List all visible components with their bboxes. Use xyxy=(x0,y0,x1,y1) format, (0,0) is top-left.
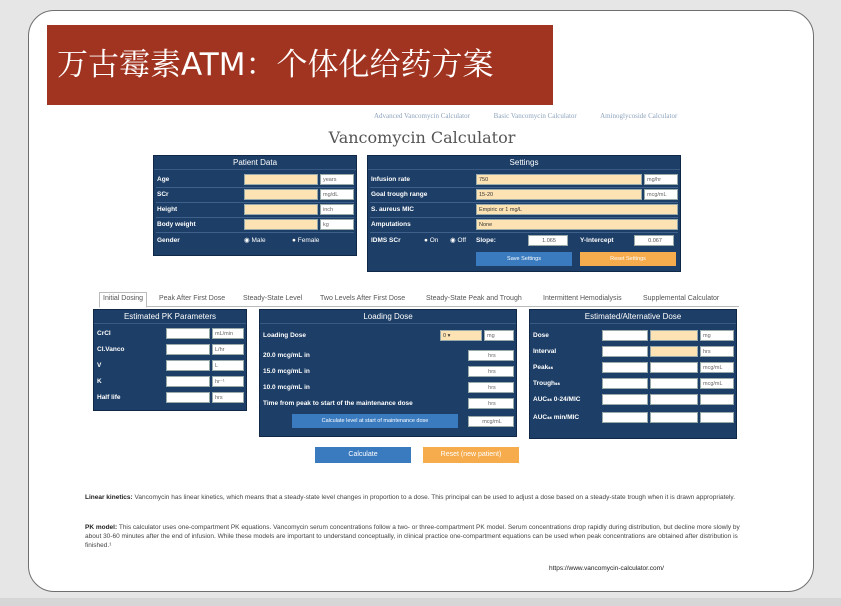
source-url: https://www.vancomycin-calculator.com/ xyxy=(549,565,664,572)
alt-peak-alt-value xyxy=(650,362,698,373)
pk-row-unit: hrs xyxy=(212,392,244,403)
goal-trough-unit: mcg/mL xyxy=(644,189,678,200)
alt-interval-unit: hrs xyxy=(700,346,734,357)
tab-bar xyxy=(99,291,739,307)
weight-label: Body weight xyxy=(157,221,196,228)
tab-two-levels[interactable]: Two Levels After First Dose xyxy=(320,295,406,302)
alt-interval-input[interactable] xyxy=(650,346,698,357)
height-unit-select[interactable]: inch xyxy=(320,204,354,215)
alt-dose-label: Dose xyxy=(533,332,549,339)
male-label: Male xyxy=(251,237,266,244)
alt-dose-input[interactable] xyxy=(650,330,698,341)
alt-trough-unit: mcg/mL xyxy=(700,378,734,389)
calculate-button[interactable]: Calculate xyxy=(315,447,411,463)
pk-row-unit: L/hr xyxy=(212,344,244,355)
gender-label: Gender xyxy=(157,237,180,244)
gender-female-radio[interactable]: ● Female xyxy=(292,237,320,244)
slope-input[interactable]: 1.065 xyxy=(528,235,568,246)
calculate-level-button[interactable]: Calculate level at start of maintenance dose xyxy=(292,414,458,428)
amputations-select[interactable]: None xyxy=(476,219,678,230)
reset-settings-button[interactable]: Reset Settings xyxy=(580,252,676,266)
nav-basic-calculator[interactable]: Basic Vancomycin Calculator xyxy=(493,112,577,120)
level-10-hrs: hrs xyxy=(468,382,514,393)
linear-kinetics-paragraph xyxy=(85,493,751,502)
tab-intermittent-hemodialysis[interactable]: Intermittent Hemodialysis xyxy=(543,295,622,302)
settings-title: Settings xyxy=(368,156,680,170)
loading-dose-panel xyxy=(259,309,517,437)
goal-trough-select[interactable]: 15-20 xyxy=(476,189,642,200)
pk-row-unit: hr⁻¹ xyxy=(212,376,244,387)
infusion-rate-unit: mg/hr xyxy=(644,174,678,185)
top-nav xyxy=(374,112,699,120)
level-20-hrs: hrs xyxy=(468,350,514,361)
calculate-level-unit: mcg/mL xyxy=(468,416,514,427)
alt-auc-mic-alt-value xyxy=(650,394,698,405)
alt-dose-value xyxy=(602,330,648,341)
alternative-dose-title: Estimated/Alternative Dose xyxy=(530,310,736,324)
alt-auc-min-label: AUCₛₛ min/MIC xyxy=(533,414,580,421)
alt-auc-min-alt-value xyxy=(650,412,698,423)
level-15-hrs: hrs xyxy=(468,366,514,377)
reset-new-patient-button[interactable]: Reset (new patient) xyxy=(423,447,519,463)
mic-label: S. aureus MIC xyxy=(371,206,414,213)
height-label: Height xyxy=(157,206,178,213)
y-intercept-label: Y-Intercept xyxy=(580,237,614,244)
loading-dose-select[interactable]: 0 ▾ xyxy=(440,330,482,341)
pk-parameters-panel xyxy=(93,309,247,411)
pk-row-value xyxy=(166,376,210,387)
bottom-strip xyxy=(0,598,841,606)
slide xyxy=(28,10,814,592)
alt-interval-label: Interval xyxy=(533,348,557,355)
pk-row-unit: mL/min xyxy=(212,328,244,339)
nav-advanced-calculator[interactable]: Advanced Vancomycin Calculator xyxy=(374,112,470,120)
pk-row-value xyxy=(166,360,210,371)
alt-peak-label: Peakₛₛ xyxy=(533,364,554,371)
age-label: Age xyxy=(157,176,170,183)
pk-row-value xyxy=(166,328,210,339)
pk-row-label: CrCl xyxy=(97,330,111,337)
slope-label: Slope: xyxy=(476,237,496,244)
slide-title: 万古霉素ATM：个体化给药方案 xyxy=(47,25,553,105)
alt-trough-alt-value xyxy=(650,378,698,389)
pk-row-label: K xyxy=(97,378,102,385)
pk-row-label: Cl.Vanco xyxy=(97,346,125,353)
infusion-rate-input[interactable]: 750 xyxy=(476,174,642,185)
weight-unit-select[interactable]: kg xyxy=(320,219,354,230)
tab-peak-after-first-dose[interactable]: Peak After First Dose xyxy=(159,295,226,302)
tab-steady-state-peak-trough[interactable]: Steady-State Peak and Trough xyxy=(426,295,522,302)
save-settings-button[interactable]: Save Settings xyxy=(476,252,572,266)
alt-peak-unit: mcg/mL xyxy=(700,362,734,373)
scr-label: SCr xyxy=(157,191,169,198)
alt-auc-mic-value xyxy=(602,394,648,405)
pk-parameters-title: Estimated PK Parameters xyxy=(94,310,246,324)
pk-model-body: This calculator uses one-compartment PK equations. Vancomycin serum concentrations follow a two- or three-compartment PK model. Serum concentrations drop rapidly during distribution, but decline more slowly by about 30-60 minutes after the end of infusion. While these models are important to understand conceptually, in clinical practice one-compartment equations can be used when peak concentrations are obtained after distribution is finished.¹ xyxy=(85,524,740,549)
pk-model-title: PK model: xyxy=(85,524,118,531)
level-10-label: 10.0 mcg/mL in xyxy=(263,384,310,391)
alt-trough-value xyxy=(602,378,648,389)
weight-input[interactable] xyxy=(244,219,318,230)
pk-row-value xyxy=(166,392,210,403)
loading-dose-title: Loading Dose xyxy=(260,310,516,324)
tab-steady-state-level[interactable]: Steady-State Level xyxy=(243,295,303,302)
tab-initial-dosing[interactable]: Initial Dosing xyxy=(99,292,147,308)
alt-auc-min-value xyxy=(602,412,648,423)
level-20-label: 20.0 mcg/mL in xyxy=(263,352,310,359)
loading-dose-unit: mg xyxy=(484,330,514,341)
level-15-label: 15.0 mcg/mL in xyxy=(263,368,310,375)
scr-unit-select[interactable]: mg/dL xyxy=(320,189,354,200)
alt-auc-min-extra xyxy=(700,412,734,423)
alt-interval-value xyxy=(602,346,648,357)
y-intercept-input[interactable]: 0.067 xyxy=(634,235,674,246)
alt-trough-label: Troughₛₛ xyxy=(533,380,560,387)
infusion-rate-label: Infusion rate xyxy=(371,176,411,183)
nav-aminoglycoside-calculator[interactable]: Aminoglycoside Calculator xyxy=(600,112,678,120)
scr-input[interactable] xyxy=(244,189,318,200)
age-input[interactable] xyxy=(244,174,318,185)
mic-select[interactable]: Empiric or 1 mg/L xyxy=(476,204,678,215)
linear-kinetics-body: Vancomycin has linear kinetics, which means that a steady-state level changes in proportion to a dose. This principal can be used to adjust a dose based on a steady-state trough when it is drawn appropriately. xyxy=(132,494,736,501)
patient-data-panel xyxy=(153,155,357,256)
settings-panel xyxy=(367,155,681,272)
gender-male-radio[interactable]: ◉ Male xyxy=(244,237,266,244)
alt-auc-mic-extra xyxy=(700,394,734,405)
tab-supplemental-calculator[interactable]: Supplemental Calculator xyxy=(643,295,720,302)
idms-off-radio[interactable]: ◉ Off xyxy=(450,237,467,244)
goal-trough-label: Goal trough range xyxy=(371,191,428,198)
alt-peak-value xyxy=(602,362,648,373)
linear-kinetics-title: Linear kinetics: xyxy=(85,494,133,501)
alt-auc-mic-label: AUCₛₛ 0-24/MIC xyxy=(533,396,581,403)
age-unit: years xyxy=(320,174,354,185)
calculator-title: Vancomycin Calculator xyxy=(328,128,516,147)
alternative-dose-panel xyxy=(529,309,737,439)
pk-row-value xyxy=(166,344,210,355)
pk-row-label: Half life xyxy=(97,394,121,401)
height-input[interactable] xyxy=(244,204,318,215)
time-peak-hrs: hrs xyxy=(468,398,514,409)
idms-scr-label: IDMS SCr xyxy=(371,237,401,244)
time-peak-label: Time from peak to start of the maintenance dose xyxy=(263,400,413,407)
loading-dose-label: Loading Dose xyxy=(263,332,306,339)
idms-on-radio[interactable]: ● On xyxy=(424,237,439,244)
idms-off-label: Off xyxy=(457,237,467,244)
amputations-label: Amputations xyxy=(371,221,411,228)
pk-row-label: V xyxy=(97,362,102,369)
alt-dose-unit: mg xyxy=(700,330,734,341)
idms-on-label: On xyxy=(429,237,439,244)
pk-model-paragraph xyxy=(85,523,751,550)
female-label: Female xyxy=(297,237,320,244)
pk-row-unit: L xyxy=(212,360,244,371)
patient-data-title: Patient Data xyxy=(154,156,356,170)
